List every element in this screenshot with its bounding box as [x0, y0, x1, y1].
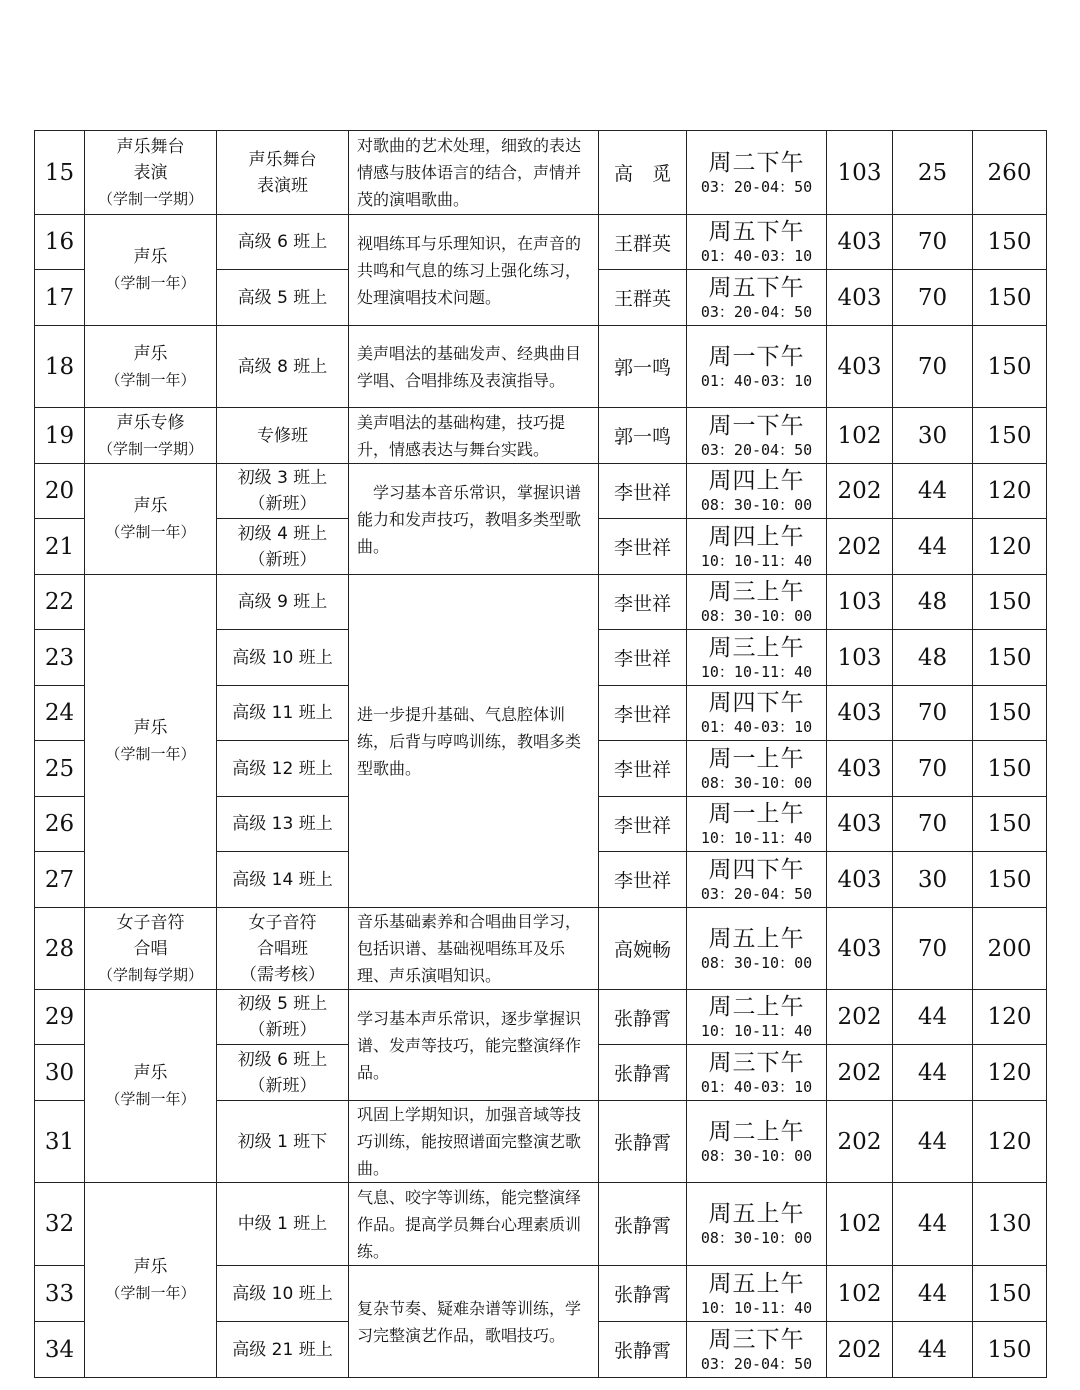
class-name: 高级 12 班上 [217, 741, 349, 797]
room-number: 403 [827, 215, 893, 270]
teacher-name: 张静霄 [599, 1266, 687, 1322]
room-number: 403 [827, 686, 893, 741]
class-time: 周三下午 01：40-03：10 [687, 1045, 827, 1101]
class-time: 周五上午 10：10-11：40 [687, 1266, 827, 1322]
course-description: 音乐基础素养和合唱曲目学习，包括识谱、基础视唱练耳及乐理、声乐演唱知识。 [349, 908, 599, 990]
class-time: 周三上午 08：30-10：00 [687, 575, 827, 630]
teacher-name: 李世祥 [599, 519, 687, 575]
tuition-fee: 260 [973, 131, 1047, 215]
enrollment-limit: 44 [893, 1101, 973, 1183]
course-description: 对歌曲的艺术处理，细致的表达情感与肢体语言的结合，声情并茂的演唱歌曲。 [349, 131, 599, 215]
enrollment-limit: 70 [893, 215, 973, 270]
class-name: 中级 1 班上 [217, 1183, 349, 1266]
course-name: 声乐 （学制一年） [85, 326, 217, 408]
class-name: 高级 8 班上 [217, 326, 349, 408]
class-name: 高级 5 班上 [217, 270, 349, 326]
class-time: 周五下午 03：20-04：50 [687, 270, 827, 326]
tuition-fee: 150 [973, 326, 1047, 408]
row-number: 19 [35, 408, 85, 464]
teacher-name: 张静霄 [599, 1045, 687, 1101]
room-number: 403 [827, 741, 893, 797]
room-number: 403 [827, 797, 893, 852]
class-time: 周二下午 03：20-04：50 [687, 131, 827, 215]
class-time: 周四上午 10：10-11：40 [687, 519, 827, 575]
teacher-name: 王群英 [599, 270, 687, 326]
course-description: 学习基本声乐常识，逐步掌握识谱、发声等技巧，能完整演绎作品。 [349, 990, 599, 1101]
tuition-fee: 150 [973, 686, 1047, 741]
class-time: 周五下午 01：40-03：10 [687, 215, 827, 270]
course-name: 声乐舞台 表演 （学制一学期） [85, 131, 217, 215]
row-number: 20 [35, 464, 85, 519]
tuition-fee: 120 [973, 1045, 1047, 1101]
class-name: 初级 6 班上 （新班） [217, 1045, 349, 1101]
tuition-fee: 150 [973, 852, 1047, 908]
class-time: 周四下午 03：20-04：50 [687, 852, 827, 908]
teacher-name: 高婉畅 [599, 908, 687, 990]
class-time: 周五上午 08：30-10：00 [687, 1183, 827, 1266]
teacher-name: 张静霄 [599, 1322, 687, 1378]
table-row [35, 464, 1047, 519]
row-number: 34 [35, 1322, 85, 1378]
room-number: 202 [827, 464, 893, 519]
class-name: 高级 10 班上 [217, 630, 349, 686]
teacher-name: 王群英 [599, 215, 687, 270]
table-row [35, 215, 1047, 270]
course-description: 气息、咬字等训练，能完整演绎作品。提高学员舞台心理素质训练。 [349, 1183, 599, 1266]
row-number: 18 [35, 326, 85, 408]
enrollment-limit: 70 [893, 326, 973, 408]
row-number: 25 [35, 741, 85, 797]
tuition-fee: 150 [973, 215, 1047, 270]
row-number: 15 [35, 131, 85, 215]
class-name: 专修班 [217, 408, 349, 464]
teacher-name: 张静霄 [599, 1101, 687, 1183]
enrollment-limit: 48 [893, 575, 973, 630]
class-name: 初级 1 班下 [217, 1101, 349, 1183]
row-number: 30 [35, 1045, 85, 1101]
tuition-fee: 120 [973, 1101, 1047, 1183]
room-number: 202 [827, 1045, 893, 1101]
enrollment-limit: 44 [893, 1322, 973, 1378]
room-number: 202 [827, 1322, 893, 1378]
class-name: 声乐舞台 表演班 [217, 131, 349, 215]
tuition-fee: 120 [973, 990, 1047, 1045]
teacher-name: 李世祥 [599, 575, 687, 630]
row-number: 26 [35, 797, 85, 852]
table-row [35, 326, 1047, 408]
teacher-name: 郭一鸣 [599, 326, 687, 408]
enrollment-limit: 44 [893, 1266, 973, 1322]
room-number: 202 [827, 519, 893, 575]
class-time: 周一下午 01：40-03：10 [687, 326, 827, 408]
class-time: 周三下午 03：20-04：50 [687, 1322, 827, 1378]
class-name: 女子音符 合唱班 （需考核） [217, 908, 349, 990]
class-name: 初级 5 班上 （新班） [217, 990, 349, 1045]
room-number: 403 [827, 270, 893, 326]
tuition-fee: 120 [973, 464, 1047, 519]
enrollment-limit: 70 [893, 908, 973, 990]
teacher-name: 李世祥 [599, 852, 687, 908]
enrollment-limit: 70 [893, 686, 973, 741]
class-name: 高级 6 班上 [217, 215, 349, 270]
row-number: 29 [35, 990, 85, 1045]
class-name: 高级 9 班上 [217, 575, 349, 630]
row-number: 22 [35, 575, 85, 630]
tuition-fee: 150 [973, 408, 1047, 464]
class-name: 高级 14 班上 [217, 852, 349, 908]
row-number: 31 [35, 1101, 85, 1183]
teacher-name: 高 觅 [599, 131, 687, 215]
row-number: 32 [35, 1183, 85, 1266]
course-description: 美声唱法的基础发声、经典曲目学唱、合唱排练及表演指导。 [349, 326, 599, 408]
class-name: 初级 4 班上 （新班） [217, 519, 349, 575]
class-time: 周三上午 10：10-11：40 [687, 630, 827, 686]
room-number: 403 [827, 852, 893, 908]
course-name: 声乐 （学制一年） [85, 215, 217, 326]
table-row [35, 131, 1047, 215]
enrollment-limit: 44 [893, 1045, 973, 1101]
course-name: 声乐专修 （学制一学期） [85, 408, 217, 464]
tuition-fee: 150 [973, 741, 1047, 797]
table-row [35, 575, 1047, 630]
tuition-fee: 150 [973, 797, 1047, 852]
teacher-name: 李世祥 [599, 464, 687, 519]
enrollment-limit: 44 [893, 464, 973, 519]
class-name: 高级 10 班上 [217, 1266, 349, 1322]
room-number: 103 [827, 630, 893, 686]
room-number: 103 [827, 131, 893, 215]
course-description: 巩固上学期知识，加强音域等技巧训练，能按照谱面完整演艺歌曲。 [349, 1101, 599, 1183]
teacher-name: 李世祥 [599, 686, 687, 741]
tuition-fee: 120 [973, 519, 1047, 575]
teacher-name: 李世祥 [599, 741, 687, 797]
enrollment-limit: 30 [893, 408, 973, 464]
class-time: 周四上午 08：30-10：00 [687, 464, 827, 519]
tuition-fee: 150 [973, 575, 1047, 630]
class-time: 周二上午 10：10-11：40 [687, 990, 827, 1045]
tuition-fee: 150 [973, 630, 1047, 686]
row-number: 33 [35, 1266, 85, 1322]
enrollment-limit: 30 [893, 852, 973, 908]
row-number: 16 [35, 215, 85, 270]
tuition-fee: 150 [973, 270, 1047, 326]
course-name: 声乐 （学制一年） [85, 464, 217, 575]
class-name: 初级 3 班上 （新班） [217, 464, 349, 519]
class-time: 周一上午 08：30-10：00 [687, 741, 827, 797]
course-description: 进一步提升基础、气息腔体训练，后背与哼鸣训练，教唱多类型歌曲。 [349, 575, 599, 908]
course-description: 视唱练耳与乐理知识，在声音的共鸣和气息的练习上强化练习，处理演唱技术问题。 [349, 215, 599, 326]
class-time: 周二上午 08：30-10：00 [687, 1101, 827, 1183]
room-number: 102 [827, 1183, 893, 1266]
class-time: 周四下午 01：40-03：10 [687, 686, 827, 741]
room-number: 102 [827, 1266, 893, 1322]
course-name: 声乐 （学制一年） [85, 1183, 217, 1378]
row-number: 17 [35, 270, 85, 326]
teacher-name: 李世祥 [599, 630, 687, 686]
course-name: 女子音符 合唱 （学制每学期） [85, 908, 217, 990]
row-number: 27 [35, 852, 85, 908]
tuition-fee: 150 [973, 1266, 1047, 1322]
enrollment-limit: 70 [893, 270, 973, 326]
class-name: 高级 21 班上 [217, 1322, 349, 1378]
course-description: 复杂节奏、疑难杂谱等训练，学习完整演艺作品，歌唱技巧。 [349, 1266, 599, 1378]
table-row [35, 408, 1047, 464]
row-number: 21 [35, 519, 85, 575]
course-name: 声乐 （学制一年） [85, 575, 217, 908]
enrollment-limit: 25 [893, 131, 973, 215]
row-number: 28 [35, 908, 85, 990]
room-number: 103 [827, 575, 893, 630]
room-number: 403 [827, 908, 893, 990]
teacher-name: 张静霄 [599, 1183, 687, 1266]
class-name: 高级 11 班上 [217, 686, 349, 741]
course-schedule-table [34, 130, 1047, 1378]
row-number: 24 [35, 686, 85, 741]
class-time: 周一下午 03：20-04：50 [687, 408, 827, 464]
class-time: 周五上午 08：30-10：00 [687, 908, 827, 990]
course-name: 声乐 （学制一年） [85, 990, 217, 1183]
teacher-name: 李世祥 [599, 797, 687, 852]
table-row [35, 990, 1047, 1045]
class-time: 周一上午 10：10-11：40 [687, 797, 827, 852]
enrollment-limit: 44 [893, 1183, 973, 1266]
class-name: 高级 13 班上 [217, 797, 349, 852]
enrollment-limit: 44 [893, 990, 973, 1045]
tuition-fee: 200 [973, 908, 1047, 990]
room-number: 403 [827, 326, 893, 408]
room-number: 202 [827, 990, 893, 1045]
row-number: 23 [35, 630, 85, 686]
teacher-name: 张静霄 [599, 990, 687, 1045]
enrollment-limit: 44 [893, 519, 973, 575]
room-number: 202 [827, 1101, 893, 1183]
enrollment-limit: 70 [893, 741, 973, 797]
enrollment-limit: 48 [893, 630, 973, 686]
teacher-name: 郭一鸣 [599, 408, 687, 464]
room-number: 102 [827, 408, 893, 464]
table-row [35, 908, 1047, 990]
course-description: 美声唱法的基础构建，技巧提升，情感表达与舞台实践。 [349, 408, 599, 464]
tuition-fee: 150 [973, 1322, 1047, 1378]
enrollment-limit: 70 [893, 797, 973, 852]
table-row [35, 1183, 1047, 1266]
course-description: 学习基本音乐常识，掌握识谱能力和发声技巧，教唱多类型歌曲。 [349, 464, 599, 575]
tuition-fee: 130 [973, 1183, 1047, 1266]
